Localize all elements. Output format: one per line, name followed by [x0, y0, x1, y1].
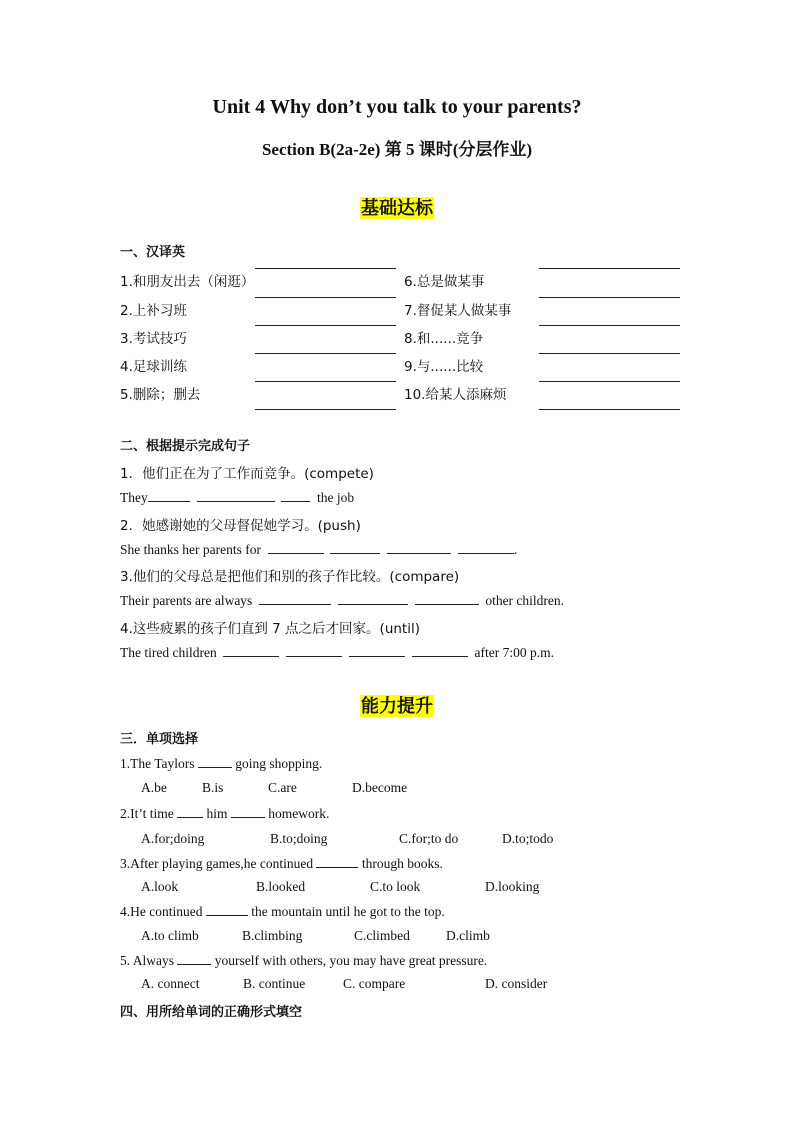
- p2-item2-en: [120, 541, 517, 558]
- answer-line[interactable]: [539, 325, 680, 326]
- blank[interactable]: [259, 592, 331, 605]
- answer-line[interactable]: [539, 268, 680, 269]
- question-text: 5. Always: [120, 953, 174, 968]
- part1-heading: 一、汉译英: [120, 245, 186, 260]
- q1-option-c[interactable]: C.are: [268, 780, 297, 795]
- p2-item2-cn: 2．她感谢她的父母督促她学习。(push): [120, 518, 361, 534]
- q4-option-d[interactable]: D.climb: [446, 928, 490, 943]
- answer-line[interactable]: [255, 381, 396, 382]
- blank[interactable]: [206, 903, 248, 916]
- blank[interactable]: [415, 592, 479, 605]
- p1-right-7: 7.督促某人做某事: [404, 303, 512, 319]
- q1-option-b[interactable]: B.is: [202, 780, 224, 795]
- section-advanced: [0, 692, 794, 718]
- p2-item3-cn: 3.他们的父母总是把他们和别的孩子作比较。(compare): [120, 569, 460, 585]
- q1-option-d[interactable]: D.become: [352, 780, 408, 795]
- blank[interactable]: [387, 541, 451, 554]
- p1-left-4: 4.足球训练: [120, 359, 187, 375]
- p2-item1-en: [120, 489, 354, 506]
- question-3: [120, 855, 443, 872]
- p1-left-2: 2.上补习班: [120, 303, 187, 319]
- p2-item4-cn: 4.这些疲累的孩子们直到 7 点之后才回家。(until): [120, 621, 420, 637]
- question-5: [120, 952, 487, 969]
- q3-option-b[interactable]: B.looked: [256, 879, 306, 894]
- p2-item3-en: [120, 592, 564, 609]
- question-text: going shopping.: [235, 756, 323, 771]
- q2-option-b[interactable]: B.to;doing: [270, 831, 328, 846]
- p2-item4-en: [120, 644, 554, 661]
- sentence-end: .: [513, 542, 518, 557]
- p1-right-8: 8.和......竞争: [404, 331, 484, 347]
- p1-left-5: 5.删除；删去: [120, 387, 201, 403]
- blank[interactable]: [231, 805, 265, 818]
- q4-option-a[interactable]: A.to climb: [141, 928, 199, 943]
- part3-heading: 三．单项选择: [120, 732, 199, 747]
- blank[interactable]: [330, 541, 380, 554]
- blank[interactable]: [316, 855, 358, 868]
- q2-option-c[interactable]: C.for;to do: [399, 831, 459, 846]
- question-text: 4.He continued: [120, 904, 203, 919]
- p1-left-1: 1.和朋友出去（闲逛）: [120, 274, 255, 290]
- question-4: [120, 903, 445, 920]
- q5-option-d[interactable]: D. consider: [485, 976, 548, 991]
- q1-option-a[interactable]: A.be: [141, 780, 167, 795]
- p2-item1-cn: 1．他们正在为了工作而竞争。(compete): [120, 466, 374, 482]
- p1-right-6: 6.总是做某事: [404, 274, 485, 290]
- q3-option-d[interactable]: D.looking: [485, 879, 540, 894]
- q5-option-c[interactable]: C. compare: [343, 976, 406, 991]
- answer-line[interactable]: [255, 325, 396, 326]
- sentence-end: after 7:00 p.m.: [474, 645, 554, 660]
- sentence-start: They: [120, 490, 148, 505]
- question-text: homework.: [268, 806, 330, 821]
- blank[interactable]: [223, 644, 279, 657]
- sentence-end: the job: [317, 490, 355, 505]
- blank[interactable]: [177, 952, 211, 965]
- blank[interactable]: [338, 592, 408, 605]
- answer-line[interactable]: [255, 353, 396, 354]
- answer-line[interactable]: [539, 297, 680, 298]
- answer-line[interactable]: [539, 353, 680, 354]
- question-1: [120, 755, 322, 772]
- section-advanced-label: 能力提升: [361, 696, 433, 716]
- part2-heading: 二、根据提示完成句子: [120, 439, 251, 454]
- question-text: through books.: [361, 856, 443, 871]
- blank[interactable]: [286, 644, 342, 657]
- blank[interactable]: [268, 541, 324, 554]
- q3-option-c[interactable]: C.to look: [370, 879, 421, 894]
- q4-option-c[interactable]: C.climbed: [354, 928, 410, 943]
- answer-line[interactable]: [255, 409, 396, 410]
- blank[interactable]: [412, 644, 468, 657]
- sentence-start: She thanks her parents for: [120, 542, 261, 557]
- question-text: him: [206, 806, 228, 821]
- p1-left-3: 3.考试技巧: [120, 331, 187, 347]
- blank[interactable]: [349, 644, 405, 657]
- blank[interactable]: [177, 805, 203, 818]
- question-2: [120, 805, 329, 822]
- page-subtitle: Section B(2a-2e) 第 5 课时(分层作业): [261, 140, 533, 159]
- section-basic: [0, 194, 794, 220]
- blank[interactable]: [281, 489, 310, 502]
- q4-option-b[interactable]: B.climbing: [242, 928, 303, 943]
- sentence-start: The tired children: [120, 645, 217, 660]
- part4-heading: 四、用所给单词的正确形式填空: [120, 1005, 303, 1020]
- sentence-start: Their parents are always: [120, 593, 253, 608]
- answer-line[interactable]: [539, 409, 680, 410]
- blank[interactable]: [458, 541, 514, 554]
- question-text: the mountain until he got to the top.: [251, 904, 445, 919]
- blank[interactable]: [197, 489, 275, 502]
- p1-right-9: 9.与......比较: [404, 359, 484, 375]
- q5-option-a[interactable]: A. connect: [141, 976, 200, 991]
- question-text: 3.After playing games,he continued: [120, 856, 314, 871]
- question-text: 2.It’t time: [120, 806, 174, 821]
- blank[interactable]: [198, 755, 232, 768]
- p1-right-10: 10.给某人添麻烦: [404, 387, 507, 403]
- q2-option-a[interactable]: A.for;doing: [141, 831, 205, 846]
- question-text: yourself with others, you may have great pressure.: [214, 953, 488, 968]
- q3-option-a[interactable]: A.look: [141, 879, 179, 894]
- answer-line[interactable]: [539, 381, 680, 382]
- q5-option-b[interactable]: B. continue: [243, 976, 306, 991]
- answer-line[interactable]: [255, 297, 396, 298]
- question-text: 1.The Taylors: [120, 756, 195, 771]
- q2-option-d[interactable]: D.to;todo: [502, 831, 554, 846]
- answer-line[interactable]: [255, 268, 396, 269]
- blank[interactable]: [148, 489, 190, 502]
- sentence-end: other children.: [485, 593, 565, 608]
- page-title: Unit 4 Why don’t you talk to your parents?: [212, 96, 582, 118]
- section-basic-label: 基础达标: [361, 198, 433, 218]
